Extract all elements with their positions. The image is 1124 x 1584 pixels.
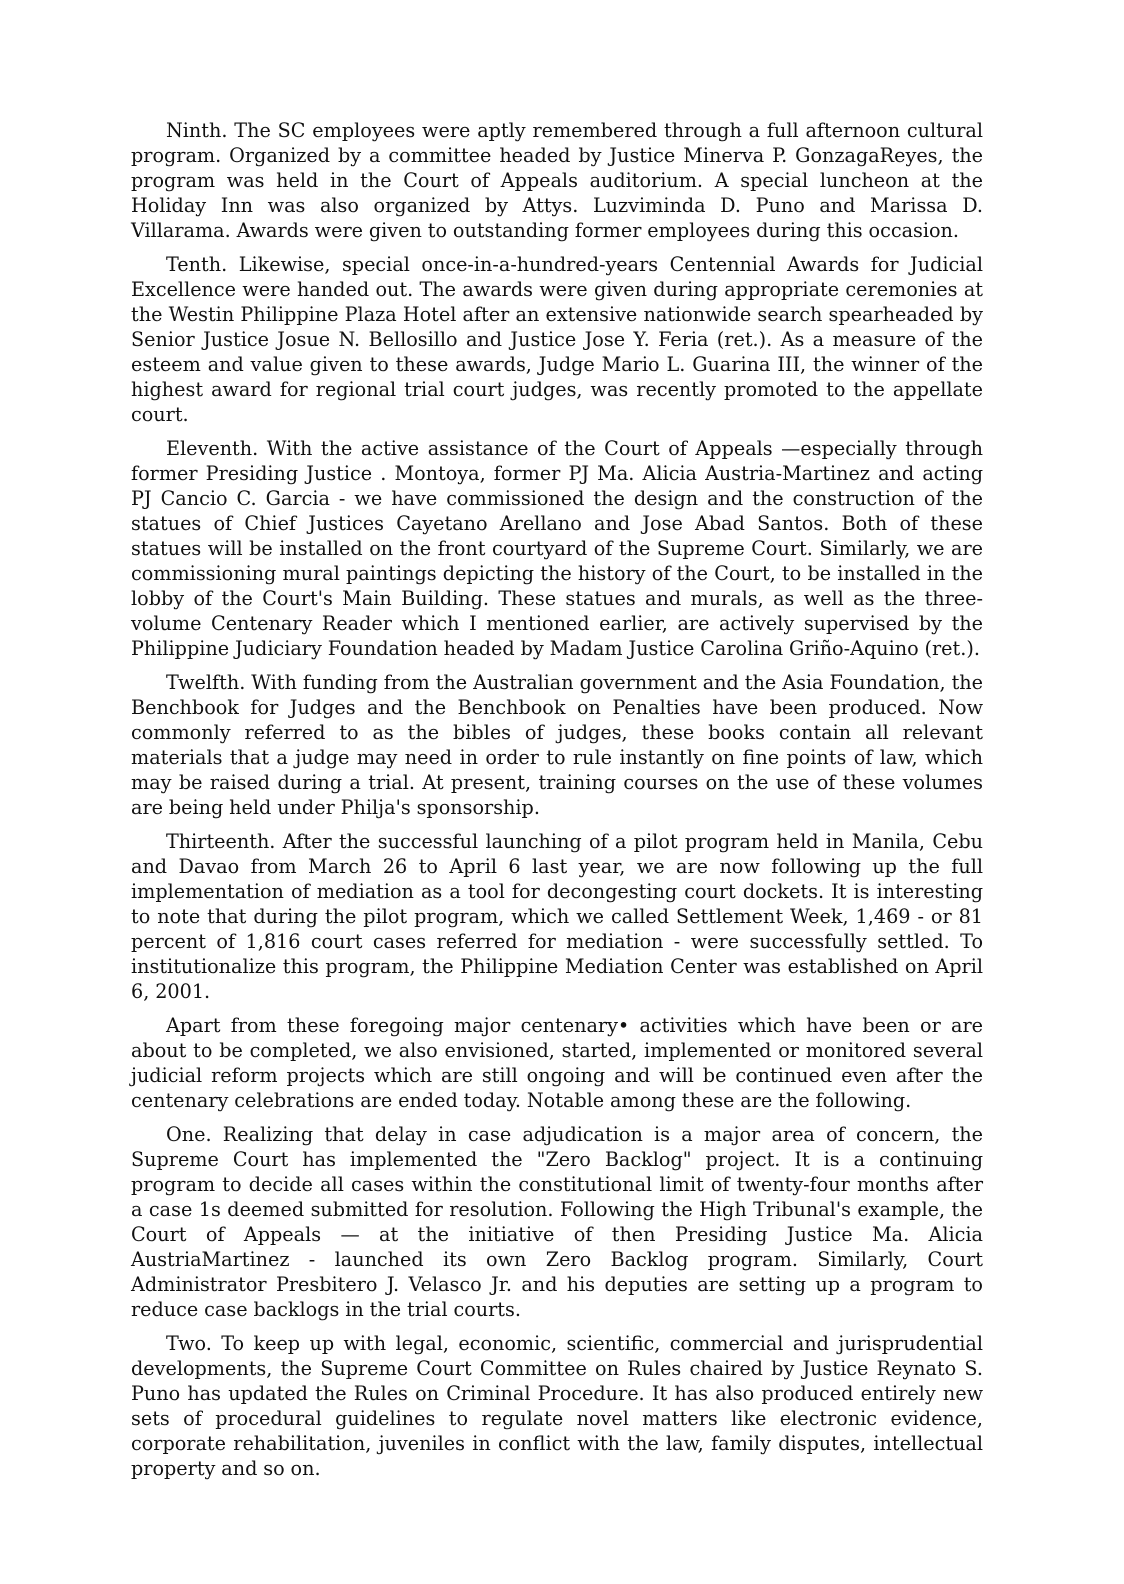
paragraph-eleventh: Eleventh. With the active assistance of the Court of Appeals —especially through former Presiding Justice . Montoya, former PJ Ma. Alicia Austria-Martinez and acting PJ Cancio C. Garcia - we have commissioned the design and the construction of the statues of Chief Justices Cayetano Arellano and Jose Abad Santos. Both of these statues will be installed on the front courtyard of the Supreme Court. Similarly, we are commissioning mural paintings depicting the history of the Court, to be installed in the lobby of the Court's Main Building. These statues and murals, as well as the three-volume Centenary Reader which I mentioned earlier, are actively supervised by the Philippine Judiciary Foundation headed by Madam Justice Carolina Griño-Aquino (ret.). — [131, 437, 983, 660]
paragraph-twelfth: Twelfth. With funding from the Australian government and the Asia Foundation, the Benchbook for Judges and the Benchbook on Penalties have been produced. Now commonly referred to as the bibles of judges, these books contain all relevant materials that a judge may need in order to rule instantly on fine points of law, which may be raised during a trial. At present, training courses on the use of these volumes are being held under Philja's sponsorship. — [131, 671, 983, 819]
paragraph-thirteenth: Thirteenth. After the successful launching of a pilot program held in Manila, Cebu and Davao from March 26 to April 6 last year, we are now following up the full implementation of mediation as a tool for decongesting court dockets. It is interesting to note that during the pilot program, which we called Settlement Week, 1,469 - or 81 percent of 1,816 court cases referred for mediation - were successfully settled. To institutionalize this program, the Philippine Mediation Center was established on April 6, 2001. — [131, 830, 983, 1003]
paragraph-ninth: Ninth. The SC employees were aptly remembered through a full afternoon cultural program. Organized by a committee headed by Justice Minerva P. GonzagaReyes, the program was held in the Court of Appeals auditorium. A special luncheon at the Holiday Inn was also organized by Attys. Luzviminda D. Puno and Marissa D. Villarama. Awards were given to outstanding former employees during this occasion. — [131, 119, 983, 242]
paragraph-tenth: Tenth. Likewise, special once-in-a-hundred-years Centennial Awards for Judicial Excellence were handed out. The awards were given during appropriate ceremonies at the Westin Philippine Plaza Hotel after an extensive nationwide search spearheaded by Senior Justice Josue N. Bellosillo and Justice Jose Y. Feria (ret.). As a measure of the esteem and value given to these awards, Judge Mario L. Guarina III, the winner of the highest award for regional trial court judges, was recently promoted to the appellate court. — [131, 253, 983, 426]
paragraph-apart-from: Apart from these foregoing major centenary• activities which have been or are about to be completed, we also envisioned, started, implemented or monitored several judicial reform projects which are still ongoing and will be continued even after the centenary celebrations are ended today. Notable among these are the following. — [131, 1014, 983, 1112]
document-page — [131, 118, 983, 1490]
paragraph-one: One. Realizing that delay in case adjudication is a major area of concern, the Supreme Court has implemented the "Zero Backlog" project. It is a continuing program to decide all cases within the constitutional limit of twenty-four months after a case 1s deemed submitted for resolution. Following the High Tribunal's example, the Court of Appeals — at the initiative of then Presiding Justice Ma. Alicia AustriaMartinez - launched its own Zero Backlog program. Similarly, Court Administrator Presbitero J. Velasco Jr. and his deputies are setting up a program to reduce case backlogs in the trial courts. — [131, 1123, 983, 1321]
paragraph-two: Two. To keep up with legal, economic, scientific, commercial and jurisprudential developments, the Supreme Court Committee on Rules chaired by Justice Reynato S. Puno has updated the Rules on Criminal Procedure. It has also produced entirely new sets of procedural guidelines to regulate novel matters like electronic evidence, corporate rehabilitation, juveniles in conflict with the law, family disputes, intellectual property and so on. — [131, 1332, 983, 1480]
